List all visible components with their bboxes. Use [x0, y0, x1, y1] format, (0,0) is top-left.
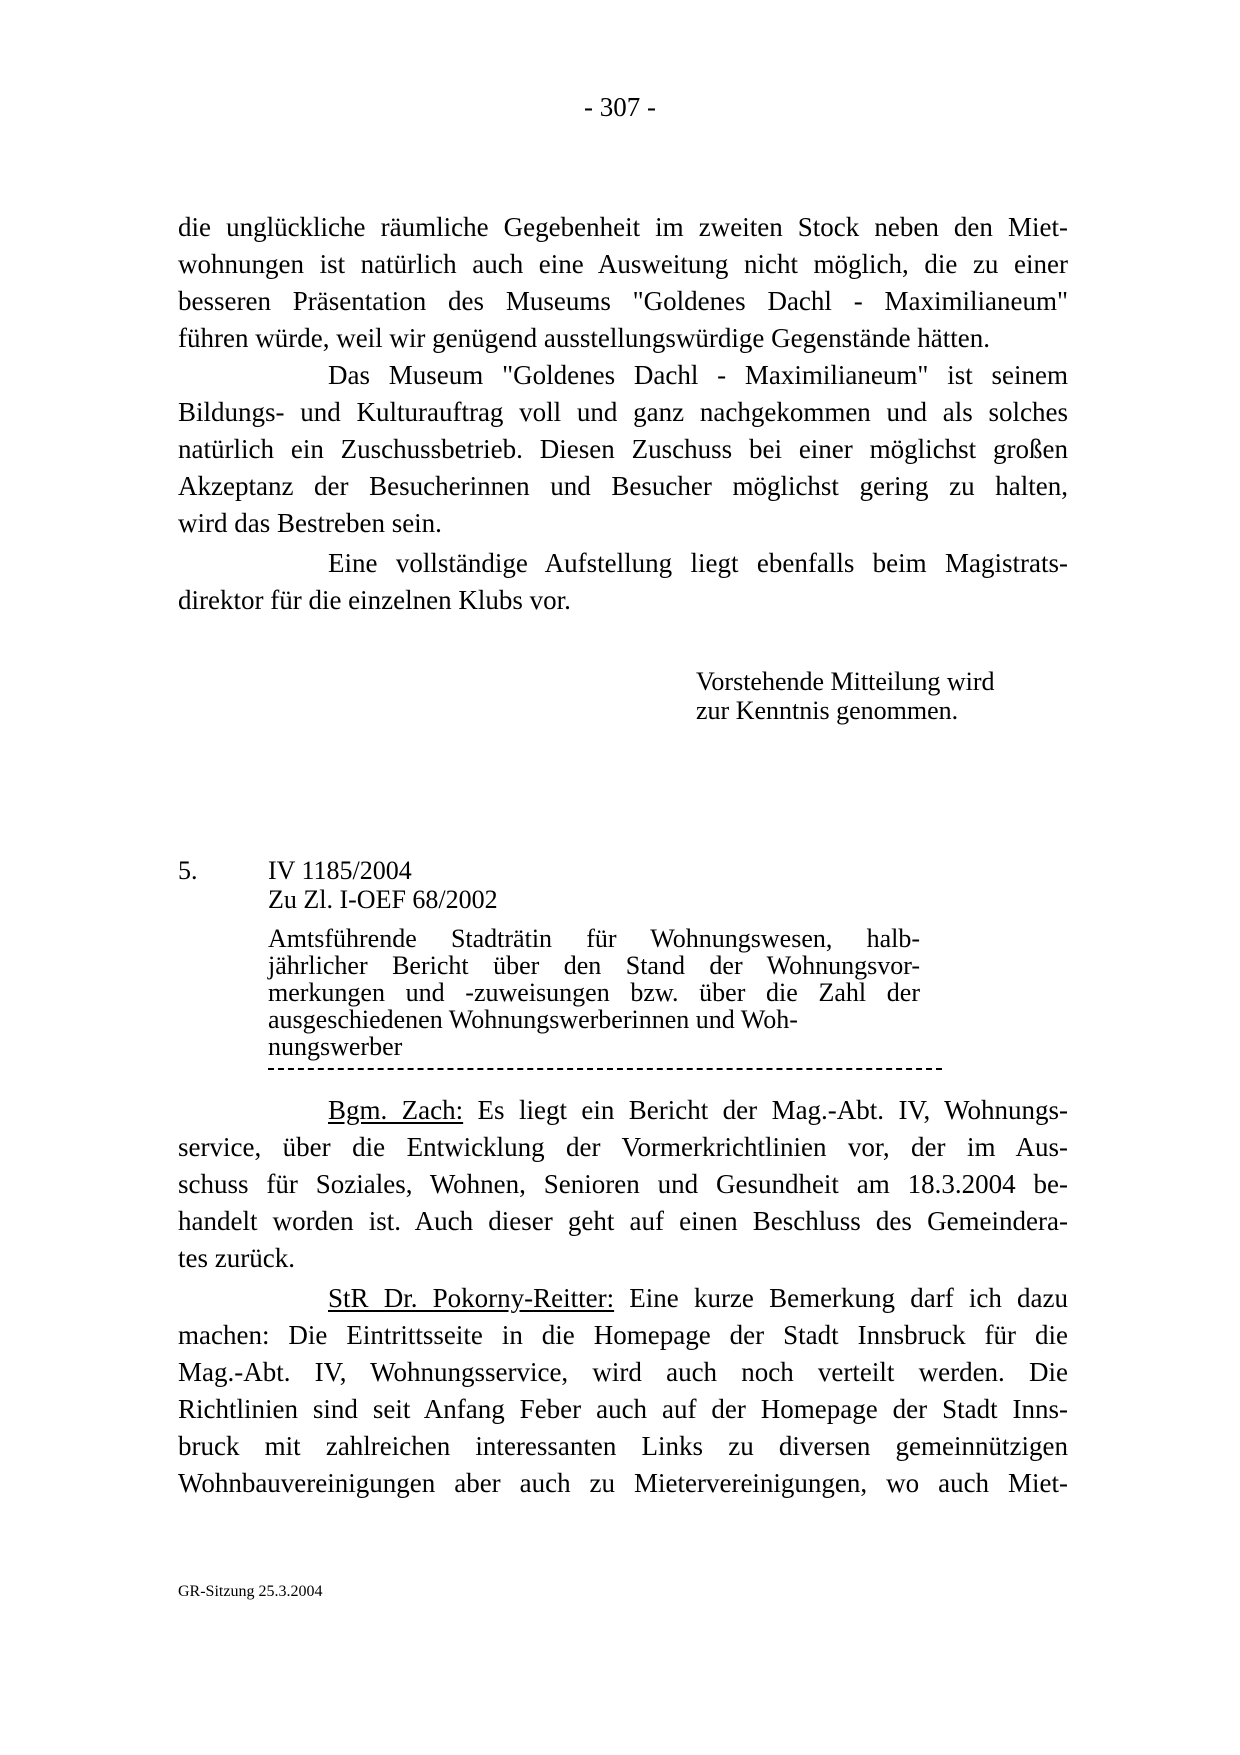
body-line: Bildungs- und Kulturauftrag voll und ganz nachgekommen und als solches: [178, 397, 1068, 427]
body-line: service, über die Entwicklung der Vormerkrichtlinien vor, der im Aus-: [178, 1132, 1068, 1162]
body-line: tes zurück.: [178, 1243, 295, 1273]
agenda-subject-line: Amtsführende Stadträtin für Wohnungswesen, halb-: [268, 924, 920, 953]
statement-text: Eine kurze Bemerkung darf ich dazu: [614, 1283, 1069, 1313]
agenda-subject-line: jährlicher Bericht über den Stand der Wohnungsvor-: [268, 951, 920, 980]
statement-first-line: [328, 1092, 1068, 1129]
statement-first-line: [328, 1280, 1068, 1317]
dashed-separator: [268, 1068, 942, 1070]
body-line: machen: Die Eintrittsseite in die Homepage der Stadt Innsbruck für die: [178, 1320, 1068, 1350]
speaker-name: StR Dr. Pokorny-Reitter:: [328, 1283, 615, 1313]
body-line: bruck mit zahlreichen interessanten Links zu diversen gemeinnützigen: [178, 1431, 1068, 1461]
agenda-subject-line: merkungen und -zuweisungen bzw. über die Zahl der: [268, 978, 920, 1007]
agenda-item-related: Zu Zl. I-OEF 68/2002: [268, 885, 498, 914]
body-line: Mag.-Abt. IV, Wohnungsservice, wird auch noch verteilt werden. Die: [178, 1357, 1068, 1387]
closing-note-line: Vorstehende Mitteilung wird: [696, 667, 995, 696]
agenda-subject-line: nungswerber: [268, 1032, 403, 1061]
body-line: Akzeptanz der Besucherinnen und Besucher möglichst gering zu halten,: [178, 471, 1068, 501]
body-line: handelt worden ist. Auch dieser geht auf einen Beschluss des Gemeindera-: [178, 1206, 1068, 1236]
body-line: wohnungen ist natürlich auch eine Ausweitung nicht möglich, die zu einer: [178, 249, 1068, 279]
body-line: natürlich ein Zuschussbetrieb. Diesen Zuschuss bei einer möglichst großen: [178, 434, 1068, 464]
body-line: Wohnbauvereinigungen aber auch zu Mietervereinigungen, wo auch Miet-: [178, 1468, 1068, 1498]
body-line: die unglückliche räumliche Gegebenheit im zweiten Stock neben den Miet-: [178, 212, 1068, 242]
footer-session-date: GR-Sitzung 25.3.2004: [178, 1583, 323, 1600]
body-line: wird das Bestreben sein.: [178, 508, 442, 538]
body-line: direktor für die einzelnen Klubs vor.: [178, 585, 571, 615]
agenda-item-reference: IV 1185/2004: [268, 856, 412, 885]
closing-note-line: zur Kenntnis genommen.: [696, 696, 959, 725]
body-line: führen würde, weil wir genügend ausstellungswürdige Gegenstände hätten.: [178, 323, 991, 353]
body-line: schuss für Soziales, Wohnen, Senioren und Gesundheit am 18.3.2004 be-: [178, 1169, 1068, 1199]
agenda-subject-line: ausgeschiedenen Wohnungswerberinnen und Woh-: [268, 1005, 798, 1034]
statement-text: Es liegt ein Bericht der Mag.-Abt. IV, Wohnungs-: [463, 1095, 1068, 1125]
body-line: besseren Präsentation des Museums "Goldenes Dachl - Maximilianeum": [178, 286, 1068, 316]
speaker-name: Bgm. Zach:: [328, 1095, 464, 1125]
body-line: Das Museum "Goldenes Dachl - Maximilianeum" ist seinem: [328, 360, 1068, 390]
page-number: - 307 -: [584, 92, 656, 122]
body-line: Eine vollständige Aufstellung liegt ebenfalls beim Magistrats-: [328, 548, 1068, 578]
agenda-item-number: 5.: [178, 856, 198, 885]
body-line: Richtlinien sind seit Anfang Feber auch auf der Homepage der Stadt Inns-: [178, 1394, 1068, 1424]
